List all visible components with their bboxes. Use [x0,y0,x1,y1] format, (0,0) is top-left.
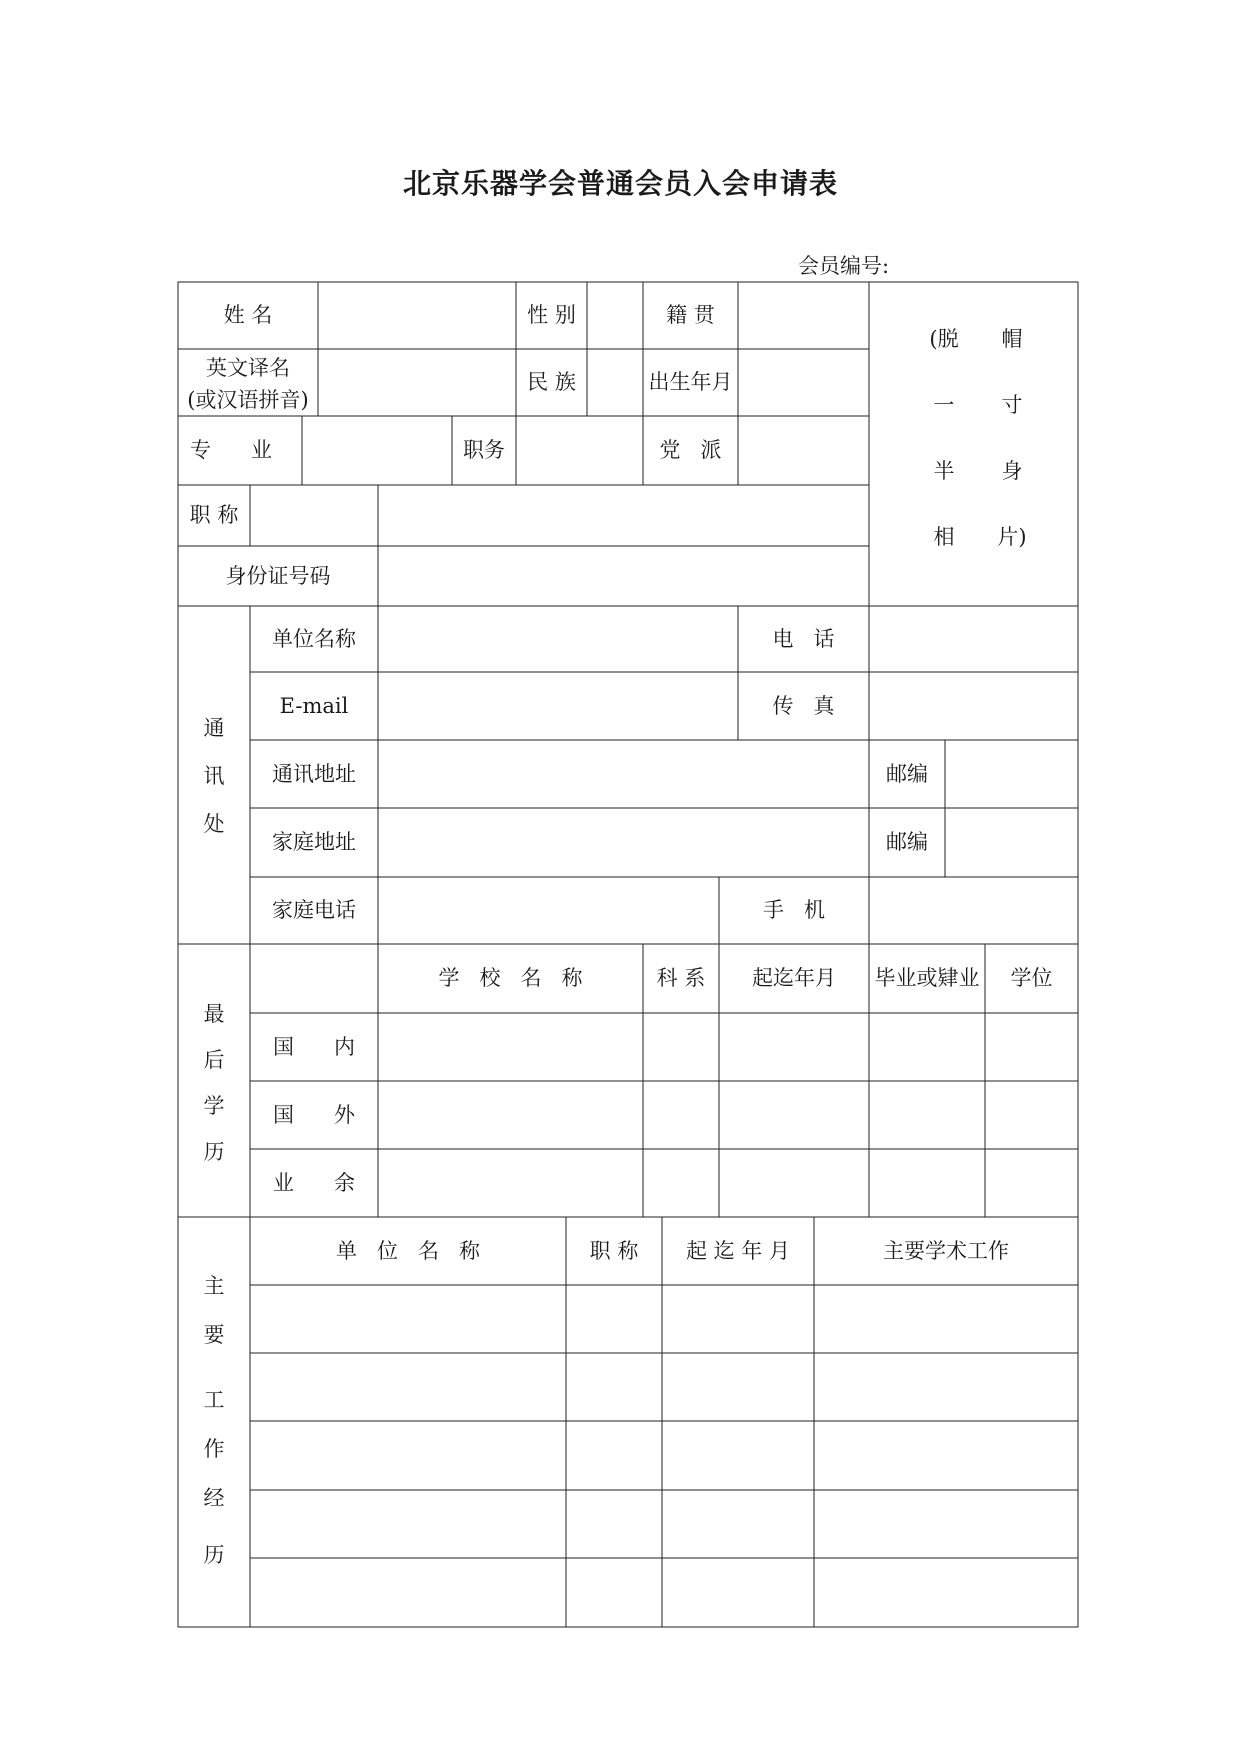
title-label: 职 称 [189,503,239,528]
contact-section-char: 通 [203,716,225,740]
employer-label: 单位名称 [272,626,356,651]
contact-section-char: 讯 [203,764,225,788]
home-address-field[interactable] [378,808,869,877]
department-header: 科 系 [656,966,706,991]
photo-text-3b: 身 [1001,458,1023,483]
email-field[interactable] [378,672,738,740]
work-history-row[interactable] [250,1285,1078,1353]
member-number-label: 会员编号: [798,254,890,278]
title-extra-field[interactable] [378,485,869,546]
english-name-label-line2: (或汉语拼音) [187,388,309,412]
employer-field[interactable] [378,606,738,672]
native-place-label: 籍 贯 [666,303,715,328]
id-number-label: 身份证号码 [225,563,331,588]
name-field[interactable] [318,282,516,349]
home-postcode-field[interactable] [945,808,1078,877]
work-section-label [178,1270,250,1569]
photo-text-1a: (脱 [929,326,959,351]
work-section-char: 主 [203,1274,225,1298]
ethnicity-label: 民 族 [527,370,576,395]
work-history-row[interactable] [250,1353,1078,1421]
academic-work-header: 主要学术工作 [883,1238,1009,1263]
education-section-char: 后 [203,1048,225,1072]
photo-text-1b: 帽 [1001,326,1023,351]
graduation-status-header: 毕业或肄业 [874,966,980,991]
mail-address-field[interactable] [378,740,869,808]
native-place-field[interactable] [738,282,869,349]
title-field[interactable] [250,485,378,546]
fax-label: 传 真 [772,693,835,718]
birth-date-label: 出生年月 [648,370,733,395]
party-field[interactable] [738,416,869,485]
english-name-label-line1: 英文译名 [206,356,290,380]
education-section-label [178,998,250,1166]
education-section-char: 最 [203,1002,225,1026]
photo-text-2a: 一 [933,392,955,417]
work-history-row[interactable] [250,1558,1078,1627]
name-label: 姓 名 [223,303,273,328]
phone-field[interactable] [869,606,1078,672]
phone-label: 电 话 [772,626,835,651]
photo-text-4a: 相 [933,524,955,549]
mail-address-label: 通讯地址 [272,761,356,786]
work-history-row[interactable] [250,1490,1078,1558]
education-section-char: 历 [203,1140,225,1164]
birth-date-field[interactable] [738,349,869,416]
contact-section-label [178,712,250,838]
home-phone-label: 家庭电话 [272,898,356,923]
form-title: 北京乐器学会普通会员入会申请表 [402,167,838,200]
part-time-row-label: 业 余 [272,1170,356,1195]
work-section-char: 作 [203,1437,225,1461]
english-name-field[interactable] [318,349,516,416]
postcode-label: 邮编 [886,761,928,786]
home-postcode-label: 邮编 [886,830,928,855]
school-header: 学 校 名 称 [438,966,583,991]
party-label: 党 派 [659,438,722,463]
photo-text-2b: 寸 [1001,392,1023,417]
period-header: 起迄年月 [752,966,836,991]
english-name-label [178,352,318,414]
home-phone-field[interactable] [378,877,719,944]
position-field[interactable] [516,416,643,485]
work-section-char: 历 [203,1543,225,1567]
education-section-char: 学 [203,1094,225,1118]
work-section-char: 经 [203,1486,225,1510]
major-label: 专 业 [190,438,273,463]
work-section-char: 工 [203,1388,225,1412]
home-address-label: 家庭地址 [272,830,356,855]
ethnicity-field[interactable] [587,349,643,416]
id-number-field[interactable] [378,546,869,606]
postcode-field[interactable] [945,740,1078,808]
work-section-char: 要 [203,1323,225,1347]
photo-text-3a: 半 [933,458,955,483]
major-field[interactable] [302,416,452,485]
photo-box[interactable] [869,282,1078,606]
mobile-label: 手 机 [762,898,826,923]
overseas-education-row[interactable] [378,1081,1078,1149]
overseas-row-label: 国 外 [272,1102,356,1127]
work-period-header: 起 迄 年 月 [685,1238,791,1263]
gender-field[interactable] [587,282,643,349]
mobile-field[interactable] [869,877,1078,944]
work-employer-header: 单 位 名 称 [335,1238,481,1263]
domestic-education-row[interactable] [378,1013,1078,1081]
degree-header: 学位 [1010,966,1053,991]
work-history-row[interactable] [250,1421,1078,1490]
fax-field[interactable] [869,672,1078,740]
work-title-header: 职 称 [589,1238,639,1263]
email-label: E-mail [279,693,349,718]
gender-label: 性 别 [527,303,576,328]
domestic-row-label: 国 内 [272,1034,356,1059]
position-label: 职务 [463,438,505,463]
part-time-education-row[interactable] [378,1149,1078,1217]
contact-section-char: 处 [203,812,225,836]
photo-text-4b: 片) [997,524,1027,549]
